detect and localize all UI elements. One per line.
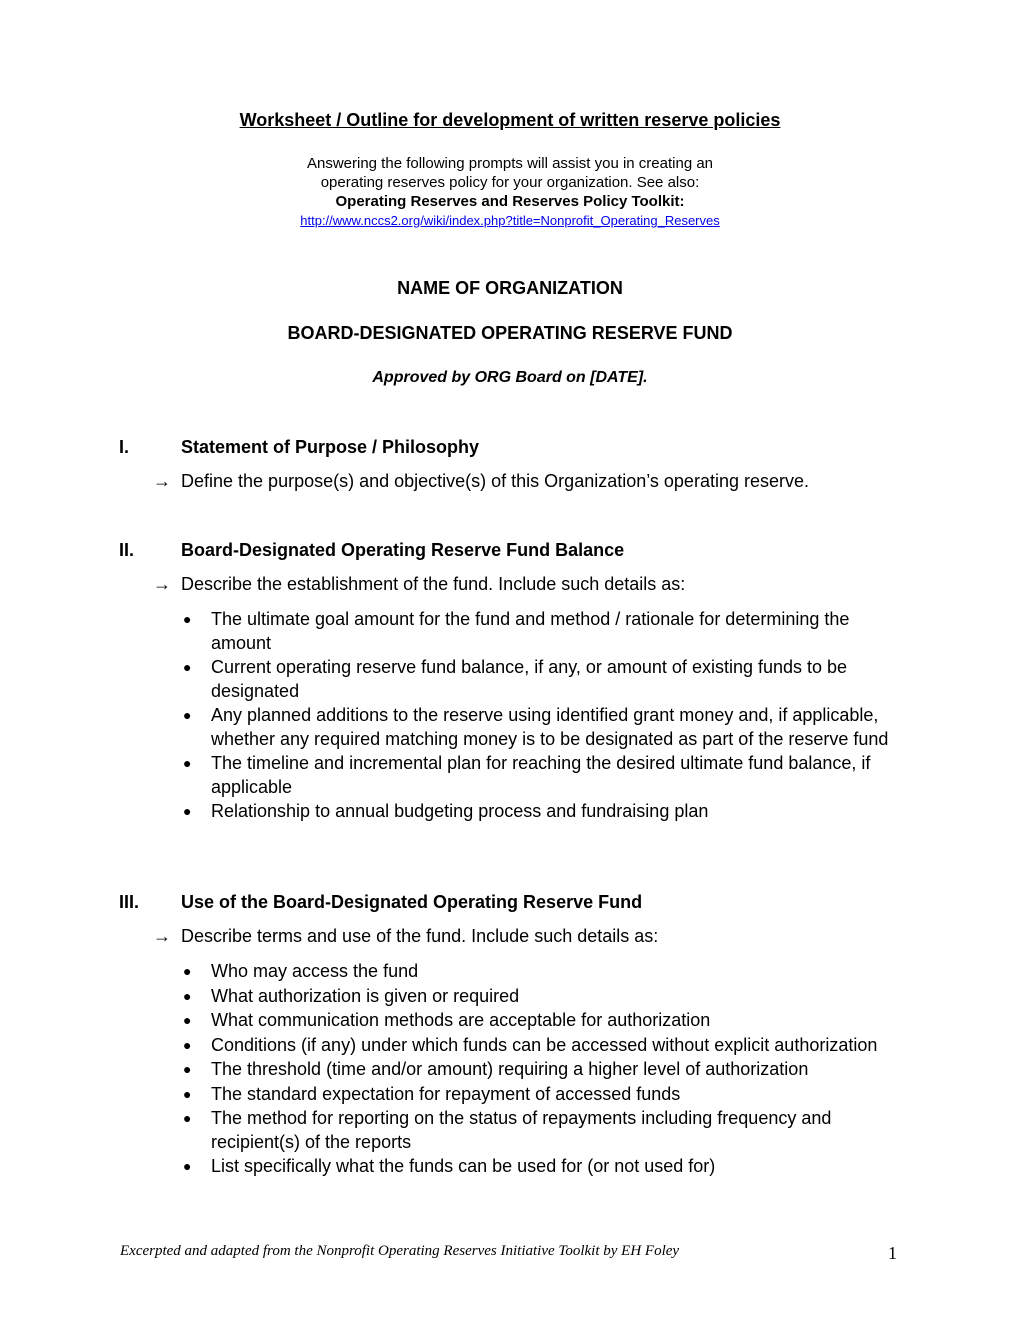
list-item: ● The method for reporting on the status of repayments including frequency and recipient(s) of the reports — [183, 1108, 832, 1152]
intro-line-2: operating reserves policy for your organization. See also: — [320, 174, 700, 191]
arrow-right-icon: → — [153, 471, 171, 491]
fund-title: BOARD-DESIGNATED OPERATING RESERVE FUND — [287, 323, 733, 343]
section-prompt: → Define the purpose(s) and objective(s) of this Organization’s operating reserve. — [153, 471, 809, 491]
bullet-icon: ● — [183, 659, 192, 675]
section-prompt: → Describe terms and use of the fund. Include such details as: — [153, 926, 659, 946]
organization-name: NAME OF ORGANIZATION — [397, 278, 623, 298]
section-title: Board-Designated Operating Reserve Fund Balance — [181, 540, 625, 560]
list-item: ● Current operating reserve fund balance, if any, or amount of existing funds to be designated — [183, 657, 848, 701]
bullet-icon: ● — [183, 1085, 192, 1102]
bullet-icon: ● — [183, 1012, 192, 1028]
section-prompt: → Describe the establishment of the fund. Include such details as: — [153, 574, 686, 594]
section-number: I. — [119, 437, 130, 457]
list-item: ● What authorization is given or required — [0, 985, 901, 1009]
footer-citation: Excerpted and adapted from the Nonprofit Operating Reserves Initiative Toolkit by EH Foley — [120, 1243, 680, 1259]
intro-line-1: Answering the following prompts will assist you in creating an — [306, 155, 714, 172]
list-item: ● Relationship to annual budgeting process and fundraising plan — [0, 800, 901, 824]
bullet-icon: ● — [183, 963, 192, 979]
section-title: Use of the Board-Designated Operating Reserve Fund — [181, 892, 643, 912]
list-item: ● Any planned additions to the reserve using identified grant money and, if applicable, whether any required matching money is to be designated as part of the reserve fund — [183, 705, 889, 749]
bullet-icon: ● — [183, 987, 192, 1004]
bullet-list — [0, 608, 1020, 824]
section-1 — [0, 437, 1020, 495]
bullet-icon: ● — [183, 755, 192, 771]
list-item: ● Who may access the fund — [0, 960, 901, 984]
toolkit-name: Operating Reserves and Reserves Policy Toolkit: — [335, 193, 685, 210]
section-title: Statement of Purpose / Philosophy — [181, 437, 480, 457]
bullet-icon: ● — [183, 1110, 192, 1126]
arrow-right-icon: → — [153, 926, 171, 946]
list-item: ● The standard expectation for repayment of accessed funds — [0, 1083, 901, 1107]
toolkit-link[interactable]: http://www.nccs2.org/wiki/index.php?title=Nonprofit_Operating_Reserves — [300, 213, 720, 228]
page-title: Worksheet / Outline for development of written reserve policies — [239, 110, 781, 130]
section-2 — [0, 540, 1020, 825]
intro-block — [0, 154, 1020, 230]
section-number: II. — [119, 540, 135, 560]
bullet-icon: ● — [183, 1036, 192, 1053]
list-item: ● The timeline and incremental plan for reaching the desired ultimate fund balance, if applicable — [183, 753, 871, 797]
bullet-icon: ● — [183, 803, 192, 819]
bullet-icon: ● — [183, 1061, 192, 1077]
bullet-icon: ● — [183, 611, 192, 627]
list-item: ● What communication methods are acceptable for authorization — [0, 1009, 901, 1033]
arrow-right-icon: → — [153, 574, 171, 594]
page-number: 1 — [888, 1243, 897, 1263]
list-item: ● List specifically what the funds can be used for (or not used for) — [0, 1155, 901, 1179]
bullet-icon: ● — [183, 707, 192, 723]
bullet-icon: ● — [183, 1158, 192, 1174]
list-item: ● The ultimate goal amount for the fund and method / rationale for determining the amount — [183, 609, 850, 653]
section-number: III. — [119, 892, 140, 912]
bullet-list — [0, 960, 1020, 1179]
list-item: ● The threshold (time and/or amount) requiring a higher level of authorization — [0, 1058, 901, 1082]
section-3 — [0, 892, 1020, 1180]
list-item: ● Conditions (if any) under which funds can be accessed without explicit authorization — [0, 1034, 901, 1058]
approval-line: Approved by ORG Board on [DATE]. — [372, 369, 648, 386]
